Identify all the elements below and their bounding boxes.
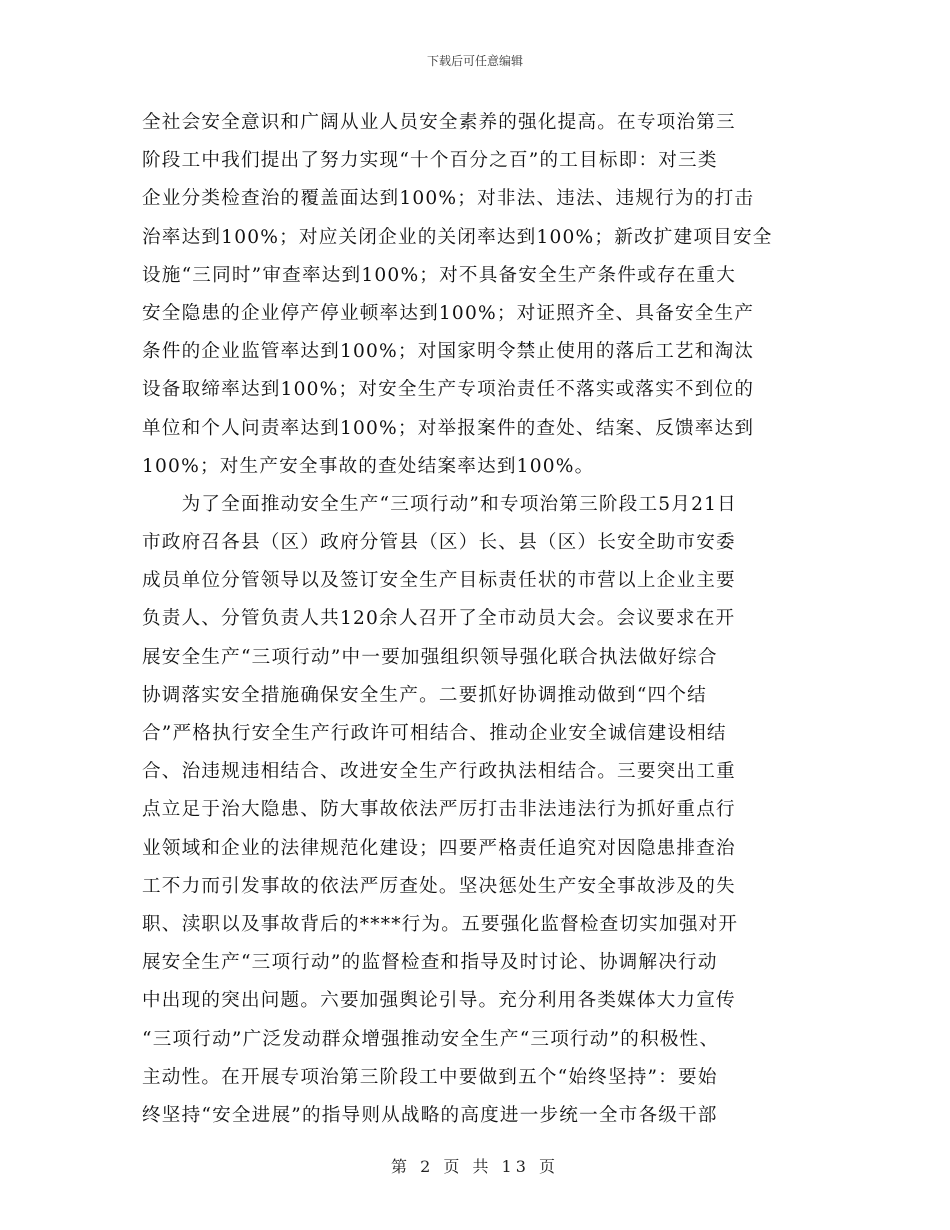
text-line: 业领域和企业的法律规范化建设；四要严格责任追究对因隐患排查治	[142, 837, 736, 859]
text-line: 展安全生产“三项行动”中一要加强组织领导强化联合执法做好综合	[142, 646, 718, 668]
text-line: 负责人、分管负责人共120余人召开了全市动员大会。会议要求在开	[142, 608, 736, 630]
document-body	[142, 104, 822, 1135]
text-line: 单位和个人问责率达到100%；对举报案件的查处、结案、反馈率达到	[142, 417, 755, 439]
text-line: 治率达到100%；对应关闭企业的关闭率达到100%；新改扩建项目安全	[142, 226, 773, 248]
text-line: 合”严格执行安全生产行政许可相结合、推动企业安全诚信建设相结	[142, 723, 727, 744]
text-line: 安全隐患的企业停产停业顿率达到100%；对证照齐全、具备安全生产	[142, 302, 755, 324]
text-line: 工不力而引发事故的依法严厉查处。坚决惩处生产安全事故涉及的失	[142, 875, 736, 897]
text-line: 100%；对生产安全事故的查处结案率达到100%。	[142, 455, 595, 477]
text-line: 设备取缔率达到100%；对安全生产专项治责任不落实或落实不到位的	[142, 379, 755, 401]
text-line: 合、治违规违相结合、改进安全生产行政执法相结合。三要突出工重	[142, 761, 736, 783]
text-line: 设施“三同时”审查率达到100%；对不具备安全生产条件或存在重大	[142, 264, 737, 286]
text-line: 终坚持“安全进展”的指导则从战略的高度进一步统一全市各级干部	[142, 1104, 718, 1126]
text-line: 企业分类检查治的覆盖面达到100%；对非法、违法、违规行为的打击	[142, 188, 755, 210]
page-header-note: 下载后可任意编辑	[426, 54, 523, 68]
text-line: 协调落实安全措施确保安全生产。二要抓好协调推动做到“四个结	[142, 684, 707, 706]
text-line: 全社会安全意识和广阔从业人员安全素养的强化提高。在专项治第三	[142, 112, 736, 133]
text-line: 中出现的突出问题。六要加强舆论引导。充分利用各类媒体大力宣传	[142, 990, 736, 1012]
text-line: “三项行动”广泛发动群众增强推动安全生产“三项行动”的积极性、	[142, 1028, 720, 1050]
text-line: 市政府召各县（区）政府分管县（区）长、县（区）长安全助市安委	[142, 532, 736, 554]
page-number-footer: 第 2 页 共 13 页	[391, 1157, 559, 1176]
text-line: 展安全生产“三项行动”的监督检查和指导及时讨论、协调解决行动	[142, 952, 718, 974]
text-line: 阶段工中我们提出了努力实现“十个百分之百”的工目标即：对三类	[142, 150, 718, 172]
text-line: 为了全面推动安全生产“三项行动”和专项治第三阶段工5月21日	[142, 493, 737, 515]
text-line: 主动性。在开展专项治第三阶段工中要做到五个“始终坚持”：要始	[142, 1066, 718, 1088]
text-line: 条件的企业监管率达到100%；对国家明令禁止使用的落后工艺和淘汰	[142, 341, 755, 363]
text-line: 点立足于治大隐患、防大事故依法严厉打击非法违法行为抓好重点行	[142, 799, 736, 821]
text-line: 职、渎职以及事故背后的****行为。五要强化监督检查切实加强对开	[142, 913, 739, 935]
text-line: 成员单位分管领导以及签订安全生产目标责任状的市营以上企业主要	[142, 570, 736, 592]
